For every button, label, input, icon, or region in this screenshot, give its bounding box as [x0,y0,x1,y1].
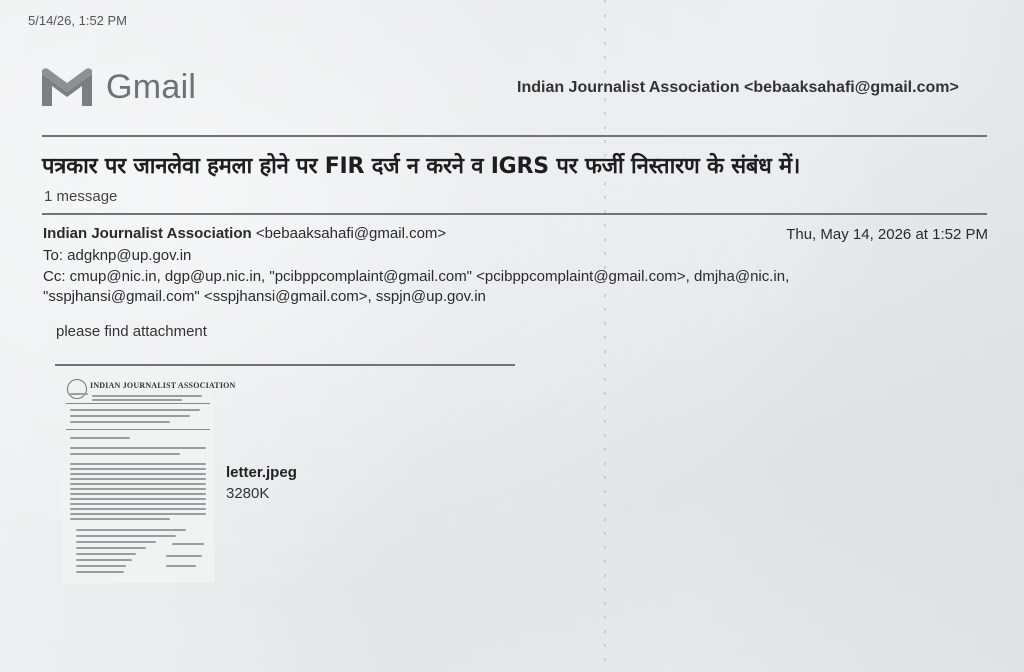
text-line [70,478,206,480]
text-line [70,468,206,470]
text-line [76,559,132,561]
text-line [166,555,202,557]
text-line [70,503,206,505]
text-line [70,393,88,395]
attachment-thumbnail[interactable] [62,371,236,583]
fold-crease [604,0,606,672]
text-line [70,409,200,411]
message-cc [43,267,943,306]
text-line [70,508,206,510]
letterhead-rule [66,429,210,430]
message-body: please find attachment [56,323,207,340]
cc-line: "sspjhansi@gmail.com" <sspjhansi@gmail.com>, sspjn@up.gov.in [43,287,486,305]
text-line [70,437,130,439]
text-line [76,565,126,567]
attachment-size: 3280K [226,485,270,502]
letterhead-rule [66,403,210,404]
text-line [70,415,190,417]
message-from [43,225,446,242]
text-line [70,518,170,520]
text-line [70,513,206,515]
text-line [70,488,206,490]
sender-email: <bebaaksahafi@gmail.com> [255,225,447,242]
header-divider [42,135,987,137]
text-line [166,565,196,567]
text-line [76,553,136,555]
seal-icon [67,379,87,399]
gmail-m-icon [40,66,94,108]
text-line [76,547,146,549]
body-divider [55,364,515,366]
print-timestamp: 5/14/26, 1:52 PM [28,13,128,28]
sender-name: Indian Journalist Association [43,225,252,242]
header-sender: Indian Journalist Association <bebaaksahafi@gmail.com> [517,79,959,96]
email-subject: पत्रकार पर जानलेवा हमला होने पर FIR दर्ज न करने व IGRS पर फर्जी निस्तारण के संबंध में। [42,154,801,179]
text-line [76,529,186,531]
text-line [70,421,170,423]
thumbnail-letterhead-title: INDIAN JOURNALIST ASSOCIATION [90,381,236,390]
gmail-logo [40,66,196,108]
text-line [76,535,176,537]
text-line [70,463,206,465]
text-line [70,473,206,475]
cc-line: Cc: cmup@nic.in, dgp@up.nic.in, "pcibppcomplaint@gmail.com" <pcibppcomplaint@gmail.com>, dmjha@nic.in, [43,268,790,285]
message-count: 1 message [44,188,118,205]
text-line [70,453,180,455]
gmail-wordmark: Gmail [106,67,197,106]
text-line [76,571,124,573]
text-line [70,493,206,495]
text-line [92,399,182,401]
subject-divider [42,213,987,215]
text-line [172,543,204,545]
message-date: Thu, May 14, 2026 at 1:52 PM [786,226,988,243]
message-to: To: adgknp@up.gov.in [43,247,192,264]
text-line [70,447,206,449]
text-line [76,541,156,543]
attachment-filename[interactable]: letter.jpeg [226,464,297,481]
text-line [70,483,206,485]
text-line [70,498,206,500]
text-line [92,395,202,397]
